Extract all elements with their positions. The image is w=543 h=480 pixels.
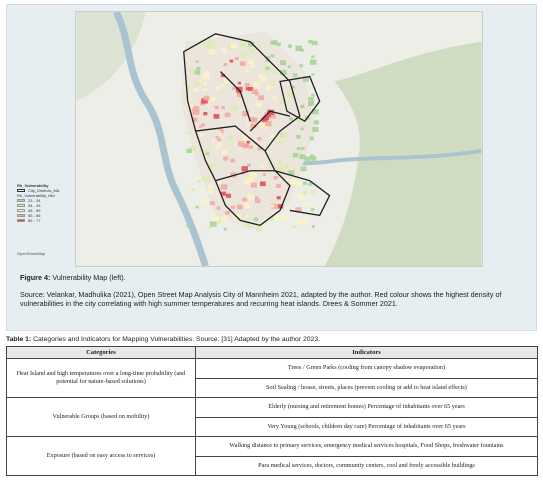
heat-cell — [298, 195, 304, 200]
legend-swatch — [17, 204, 25, 208]
heat-cell — [293, 225, 297, 228]
legend-class-label: 23 - 34 — [28, 198, 41, 203]
heat-cell — [208, 190, 213, 194]
table-row — [7, 398, 538, 418]
figure-caption-text: Vulnerability Map (left). — [50, 273, 126, 282]
heat-cell — [224, 63, 228, 66]
heat-cell — [238, 141, 244, 146]
heat-cell — [221, 215, 228, 220]
heat-cell — [299, 64, 303, 67]
heat-cell — [280, 60, 286, 65]
heat-cell — [210, 221, 217, 226]
heat-cell — [252, 210, 255, 212]
heat-cell — [216, 206, 220, 209]
heat-cell — [293, 73, 298, 77]
heat-cell — [210, 97, 215, 101]
heat-cell — [192, 106, 199, 111]
heat-cell — [273, 176, 277, 179]
heat-cell — [249, 146, 253, 149]
heat-cell — [203, 82, 206, 85]
heat-cell — [231, 206, 235, 209]
heat-cell — [289, 117, 293, 120]
indicator-cell: Para medical services, doctors, community centers, cool and freely accessible buildings — [196, 456, 538, 476]
heat-cell — [235, 57, 239, 60]
heat-cell — [308, 102, 313, 106]
heat-cell — [247, 224, 250, 227]
heat-cell — [281, 133, 287, 138]
heat-cell — [221, 150, 227, 155]
heat-cell — [296, 135, 301, 139]
boundary-swatch — [17, 189, 25, 192]
heat-cell — [273, 96, 277, 99]
indicator-cell: Walking distance to primary services, emergency medical services hospitals, Food Shops, freshwater fountains — [196, 437, 538, 457]
heat-cell — [285, 165, 290, 169]
heat-cell — [195, 82, 200, 86]
heat-cell — [311, 94, 315, 97]
heat-cell — [300, 127, 303, 130]
heat-cell — [303, 191, 308, 195]
heat-cell — [209, 164, 215, 169]
heat-cell — [311, 55, 314, 58]
heat-cell — [203, 176, 210, 181]
heat-cell — [290, 179, 297, 184]
heat-cell — [276, 184, 281, 188]
heat-cell — [212, 139, 215, 141]
heat-cell — [247, 164, 251, 167]
heat-cell — [226, 194, 231, 198]
heat-cell — [244, 203, 247, 206]
heat-cell — [222, 49, 227, 53]
heat-cell — [311, 156, 317, 161]
heat-cell — [308, 97, 314, 101]
legend-swatch — [17, 219, 25, 223]
heat-cell — [309, 137, 314, 141]
heat-cell — [245, 215, 248, 218]
header-indicators: Indicators — [196, 347, 538, 359]
indicator-cell: Very Young (schools, children day care) Percentage of inhabitants over 65 years — [196, 417, 538, 437]
heat-cell — [201, 199, 207, 204]
heat-cell — [187, 86, 191, 89]
heat-cell — [266, 67, 270, 70]
heat-cell — [204, 96, 210, 101]
heat-cell — [257, 44, 261, 47]
figure-panel — [6, 4, 537, 331]
heat-cell — [221, 221, 225, 224]
indicator-cell: Elderly (nursing and retirement homes) Percentage of inhabitants over 65 years — [196, 398, 538, 418]
heat-cell — [195, 70, 200, 74]
table-row — [7, 437, 538, 457]
heat-cell — [245, 69, 249, 72]
heat-cell — [247, 177, 254, 183]
heat-cell — [256, 102, 262, 107]
heat-cell — [225, 211, 230, 215]
indicator-cell: Trees / Green Parks (cooling from canopy shadow evaporation) — [196, 359, 538, 379]
heat-cell — [288, 44, 292, 47]
heat-cell — [191, 188, 194, 191]
heat-cell — [215, 146, 218, 149]
heat-cell — [280, 215, 286, 220]
heat-cell — [245, 83, 250, 87]
legend-class-row — [17, 218, 97, 223]
heat-cell — [218, 182, 221, 184]
figure-caption-label: Figure 4: — [20, 273, 51, 282]
heat-cell — [240, 42, 246, 47]
heat-cell — [202, 189, 206, 192]
heat-cell — [254, 218, 258, 221]
heat-cell — [231, 43, 237, 48]
category-cell: Exposure (based on easy access to services) — [7, 437, 196, 476]
map-attribution: OpenStreetMap — [17, 251, 46, 256]
heat-cell — [188, 98, 191, 101]
heat-cell — [238, 82, 241, 84]
table-caption — [6, 336, 537, 344]
heat-cell — [186, 149, 191, 153]
heat-cell — [300, 218, 307, 223]
heat-cell — [251, 183, 257, 188]
heat-cell — [223, 157, 228, 161]
heat-cell — [203, 42, 209, 47]
figure-source: Source: Velankar, Madhulika (2021), Open Street Map Analysis City of Mannheim 2021, adapted by the author. Red colour shows the highest density of vulnerabilities in the city correlating with high summer temperatures and recurring heat islands. Drees & Sommer 2021. — [20, 290, 502, 308]
heat-cell — [241, 213, 245, 216]
heat-cell — [270, 82, 275, 86]
heat-cell — [277, 141, 283, 146]
table-row — [7, 359, 538, 379]
heat-cell — [196, 206, 199, 209]
heat-cell — [199, 125, 202, 128]
indicator-cell: Soil Sealing / house, streets, places (prevent cooling or add to heat island effects) — [196, 378, 538, 398]
legend-title: Rh_Vulnerability — [17, 183, 49, 188]
legend-class-title: Rh_Vulnerability_Mid — [17, 193, 55, 198]
heat-cell — [240, 61, 246, 65]
heat-cell — [253, 82, 259, 87]
heat-cell — [308, 40, 312, 43]
heat-cell — [312, 127, 318, 132]
heat-cell — [210, 201, 215, 205]
heat-cell — [232, 87, 236, 90]
heat-cell — [303, 182, 307, 185]
heat-cell — [231, 106, 238, 111]
heat-cell — [220, 84, 223, 87]
heat-cell — [261, 164, 264, 167]
heat-cell — [247, 141, 250, 144]
heat-cell — [230, 60, 234, 63]
heat-cell — [278, 160, 282, 164]
heat-cell — [208, 49, 215, 54]
header-categories: Categories — [7, 347, 196, 359]
category-cell: Heat Island and high temperatures over a long-time probability (and potential for nature-based solutions) — [7, 359, 196, 398]
heat-cell — [208, 185, 214, 190]
legend-class-label: 34 - 45 — [28, 203, 41, 208]
heat-cell — [247, 194, 254, 199]
heat-cell — [193, 88, 198, 92]
heat-cell — [186, 224, 190, 227]
heat-cell — [263, 173, 266, 176]
heat-cell — [221, 184, 228, 189]
legend-class-label: 45 - 55 — [28, 208, 41, 213]
legend-swatch — [17, 199, 25, 203]
heat-cell — [300, 105, 304, 108]
heat-cell — [242, 198, 247, 202]
map-canvas — [76, 12, 482, 266]
heat-cell — [257, 137, 261, 140]
heat-cell — [186, 132, 189, 134]
heat-cell — [252, 89, 258, 94]
figure-caption — [20, 273, 534, 282]
legend-class-label: 55 - 66 — [28, 213, 41, 218]
heat-cell — [301, 166, 307, 171]
heat-cell — [228, 136, 233, 140]
heat-cell — [314, 120, 319, 124]
heat-cell — [260, 181, 266, 186]
heat-cell — [203, 74, 210, 79]
indicators-table — [6, 346, 538, 476]
heat-cell — [249, 50, 254, 54]
heat-cell — [265, 121, 271, 126]
heat-cell — [203, 88, 206, 91]
heat-cell — [271, 54, 275, 57]
heat-cell — [216, 136, 219, 138]
heat-cell — [271, 205, 275, 208]
heat-cell — [250, 65, 254, 68]
heat-cell — [311, 73, 314, 75]
vulnerability-map — [75, 11, 483, 267]
heat-cell — [301, 147, 305, 150]
legend-swatch — [17, 209, 25, 213]
heat-cell — [258, 95, 264, 100]
heat-cell — [312, 225, 315, 228]
table-caption-label: Table 1: — [6, 336, 32, 343]
heat-cell — [196, 60, 199, 63]
legend-class-label: 66 - 77 — [28, 218, 41, 223]
heat-cell — [225, 113, 231, 118]
heat-cell — [294, 220, 299, 224]
heat-cell — [288, 66, 291, 68]
heat-cell — [299, 154, 305, 159]
heat-cell — [277, 196, 281, 199]
table-caption-text: Categories and Indicators for Mapping Vulnerabilities. Source: [31] Adapted by the author 2023. — [31, 336, 320, 343]
heat-cell — [230, 159, 235, 163]
heat-cell — [197, 180, 201, 183]
heat-cell — [241, 166, 247, 171]
heat-cell — [267, 114, 270, 117]
heat-cell — [248, 59, 254, 64]
category-cell: Vulnerable Groups (based on mobility) — [7, 398, 196, 437]
heat-cell — [279, 100, 284, 104]
heat-cell — [246, 87, 250, 90]
table-header-row — [7, 347, 538, 359]
heat-cell — [243, 135, 249, 140]
heat-cell — [206, 153, 209, 156]
heat-cell — [255, 199, 260, 203]
heat-cell — [311, 208, 315, 211]
heat-cell — [260, 76, 267, 81]
heat-cell — [200, 133, 204, 136]
heat-cell — [237, 205, 243, 210]
heat-cell — [241, 52, 248, 57]
heat-cell — [214, 114, 220, 119]
heat-cell — [255, 196, 259, 199]
heat-cell — [212, 216, 218, 221]
heat-cell — [256, 226, 262, 231]
heat-cell — [295, 46, 302, 51]
heat-cell — [224, 228, 227, 230]
heat-cell — [246, 123, 250, 126]
heat-cell — [216, 86, 220, 89]
heat-cell — [221, 106, 225, 109]
heat-cell — [310, 190, 314, 193]
heat-cell — [305, 202, 311, 206]
heat-cell — [218, 131, 221, 134]
legend-boundary-label: City_Districts_MA — [28, 188, 60, 193]
heat-cell — [196, 67, 200, 70]
heat-cell — [217, 142, 222, 146]
legend-swatch — [17, 214, 25, 218]
heat-cell — [189, 69, 195, 74]
heat-cell — [217, 138, 221, 141]
heat-cell — [293, 153, 298, 157]
heat-cell — [272, 40, 276, 44]
heat-cell — [310, 60, 317, 65]
heat-cell — [215, 106, 219, 109]
heat-cell — [297, 147, 301, 150]
heat-cell — [203, 112, 207, 115]
map-legend — [17, 183, 97, 223]
heat-cell — [312, 41, 317, 45]
